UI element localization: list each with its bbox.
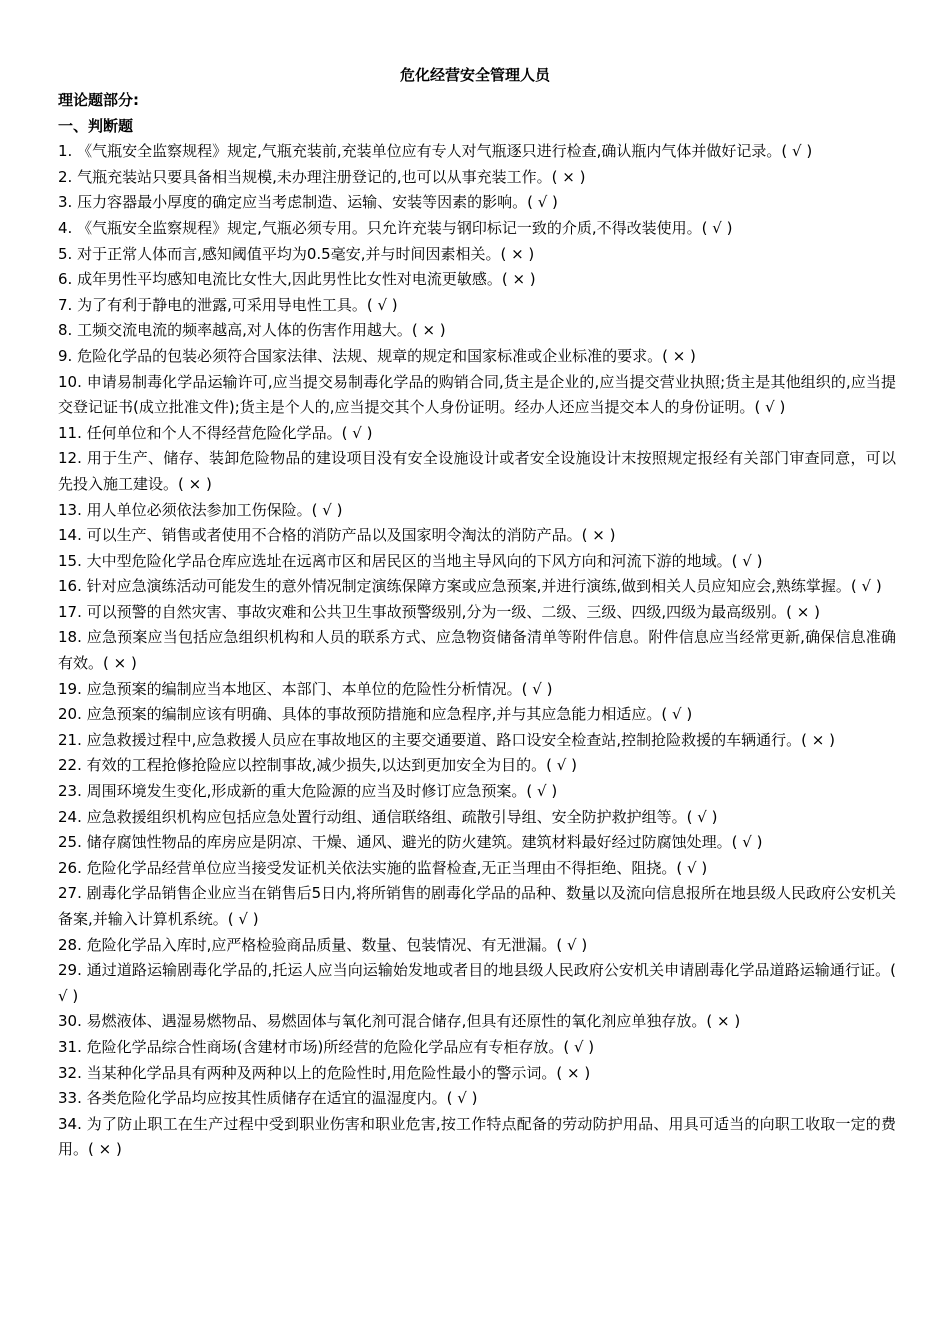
document-title: 危化经营安全管理人员 bbox=[399, 66, 550, 84]
question-list bbox=[58, 139, 896, 1163]
question-item: 26. 危险化学品经营单位应当接受发证机关依法实施的监督检查,无正当理由不得拒绝、阻挠。( √ ) bbox=[58, 858, 708, 877]
question-item: 24. 应急救援组织机构应包括应急处置行动组、通信联络组、疏散引导组、安全防护救护组等。( √ ) bbox=[58, 807, 718, 826]
question-item: 13. 用人单位必须依法参加工伤保险。( √ ) bbox=[58, 500, 343, 519]
question-item: 21. 应急救援过程中,应急救援人员应在事故地区的主要交通要道、路口设安全检查站,控制抢险救援的车辆通行。( × ) bbox=[58, 730, 835, 749]
question-item: 2. 气瓶充装站只要具备相当规模,未办理注册登记的,也可以从事充装工作。( × ) bbox=[58, 167, 586, 186]
question-item: 33. 各类危险化学品均应按其性质储存在适宜的温湿度内。( √ ) bbox=[58, 1089, 478, 1108]
question-item: 30. 易燃液体、遇湿易燃物品、易燃固体与氧化剂可混合储存,但具有还原性的氧化剂应单独存放。( × ) bbox=[58, 1012, 741, 1031]
question-item: 19. 应急预案的编制应当本地区、本部门、本单位的危险性分析情况。( √ ) bbox=[58, 679, 553, 698]
question-item: 4. 《气瓶安全监察规程》规定,气瓶必须专用。只允许充装与钢印标记一致的介质,不得改装使用。( √ ) bbox=[58, 218, 733, 237]
question-item: 32. 当某种化学品具有两种及两种以上的危险性时,用危险性最小的警示词。( × ) bbox=[58, 1063, 591, 1082]
section-heading: 理论题部分: bbox=[58, 91, 139, 109]
question-item: 1. 《气瓶安全监察规程》规定,气瓶充装前,充装单位应有专人对气瓶逐只进行检查,确认瓶内气体并做好记录。( √ ) bbox=[58, 142, 813, 161]
question-item: 18. 应急预案应当包括应急组织机构和人员的联系方式、应急物资储备清单等附件信息。附件信息应当经常更新,确保信息准确有效。( × ) bbox=[58, 628, 896, 673]
question-item: 25. 储存腐蚀性物品的库房应是阴凉、干燥、通风、避光的防火建筑。建筑材料最好经过防腐蚀处理。( √ ) bbox=[58, 833, 763, 852]
question-item: 15. 大中型危险化学品仓库应选址在远离市区和居民区的当地主导风向的下风方向和河流下游的地域。( √ ) bbox=[58, 551, 763, 570]
question-item: 5. 对于正常人体而言,感知阈值平均为0.5毫安,并与时间因素相关。( × ) bbox=[58, 244, 535, 263]
question-item: 23. 周围环境发生变化,形成新的重大危险源的应当及时修订应急预案。( √ ) bbox=[58, 782, 558, 801]
question-item: 9. 危险化学品的包装必须符合国家法律、法规、规章的规定和国家标准或企业标准的要求。( × ) bbox=[58, 346, 696, 365]
question-item: 29. 通过道路运输剧毒化学品的,托运人应当向运输始发地或者目的地县级人民政府公安机关申请剧毒化学品道路运输通行证。( √ ) bbox=[58, 961, 896, 1005]
question-item: 16. 针对应急演练活动可能发生的意外情况制定演练保障方案或应急预案,并进行演练,做到相关人员应知应会,熟练掌握。( √ ) bbox=[58, 577, 882, 596]
question-item: 7. 为了有利于静电的泄露,可采用导电性工具。( √ ) bbox=[58, 295, 398, 314]
question-item: 20. 应急预案的编制应该有明确、具体的事故预防措施和应急程序,并与其应急能力相适应。( √ ) bbox=[58, 705, 693, 724]
question-item: 11. 任何单位和个人不得经营危险化学品。( √ ) bbox=[58, 423, 373, 442]
question-item: 31. 危险化学品综合性商场(含建材市场)所经营的危险化学品应有专柜存放。( √ ) bbox=[58, 1037, 595, 1056]
question-item: 34. 为了防止职工在生产过程中受到职业伤害和职业危害,按工作特点配备的劳动防护用品、用具可适当的向职工收取一定的费用。( × ) bbox=[58, 1114, 896, 1159]
question-item: 27. 剧毒化学品销售企业应当在销售后5日内,将所销售的剧毒化学品的品种、数量以及流向信息报所在地县级人民政府公安机关备案,并输入计算机系统。( √ ) bbox=[58, 884, 896, 928]
subsection-heading: 一、判断题 bbox=[58, 116, 134, 135]
question-item: 3. 压力容器最小厚度的确定应当考虑制造、运输、安装等因素的影响。( √ ) bbox=[58, 193, 558, 212]
question-item: 22. 有效的工程抢修抢险应以控制事故,减少损失,以达到更加安全为目的。( √ ) bbox=[58, 756, 577, 775]
question-item: 17. 可以预警的自然灾害、事故灾难和公共卫生事故预警级别,分为一级、二级、三级、四级,四级为最高级别。( × ) bbox=[58, 602, 820, 621]
question-item: 8. 工频交流电流的频率越高,对人体的伤害作用越大。( × ) bbox=[58, 321, 446, 340]
question-item: 14. 可以生产、销售或者使用不合格的消防产品以及国家明令淘汰的消防产品。( × ) bbox=[58, 526, 616, 545]
question-item: 6. 成年男性平均感知电流比女性大,因此男性比女性对电流更敏感。( × ) bbox=[58, 270, 536, 289]
document-body bbox=[58, 88, 896, 1163]
question-item: 12. 用于生产、储存、装卸危险物品的建设项目没有安全设施设计或者安全设施设计末按照规定报经有关部门审查同意，可以先投入施工建设。( × ) bbox=[58, 449, 896, 493]
question-item: 10. 申请易制毒化学品运输许可,应当提交易制毒化学品的购销合同,货主是企业的,应当提交营业执照;货主是其他组织的,应当提交登记证书(成立批准文件);货主是个人的,应当提交其个人身份证明。经办人还应当提交本人的身份证明。( √ ) bbox=[58, 372, 896, 417]
question-item: 28. 危险化学品入库时,应严格检验商品质量、数量、包装情况、有无泄漏。( √ ) bbox=[58, 935, 588, 954]
